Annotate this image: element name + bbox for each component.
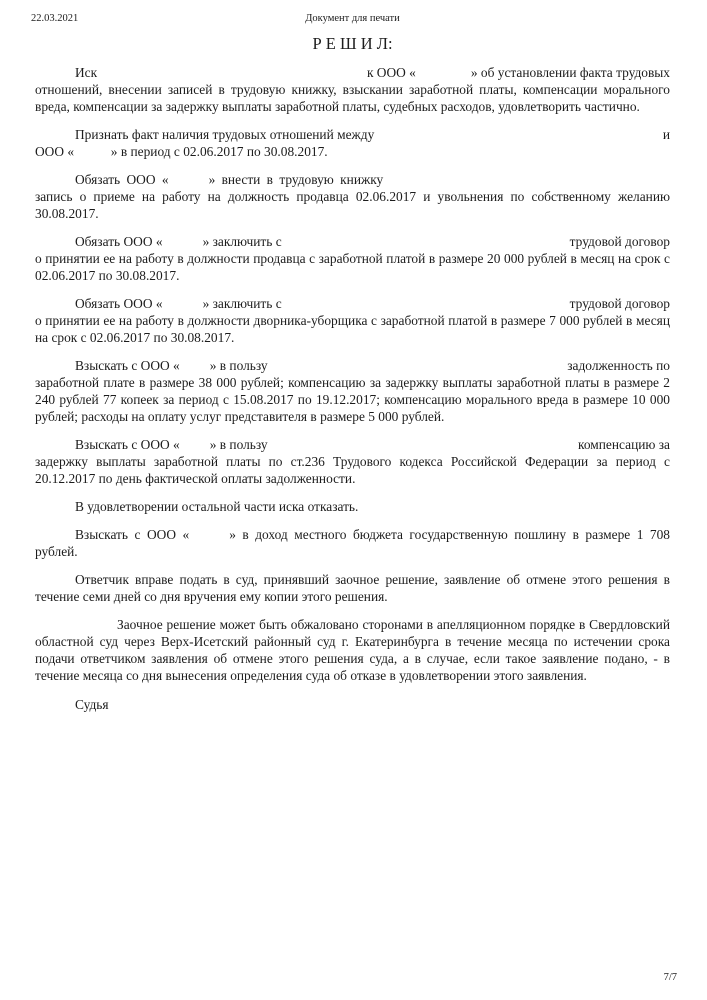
recover-continuation: задержку выплаты заработной платы по ст.236 Трудового кодекса Российской Федерации за период с 20.12.2017 по день фактической оплаты задолженности. — [35, 454, 670, 486]
in-favor-of: » в пользу — [209, 358, 268, 373]
paragraph-contract-seller — [35, 233, 670, 284]
contract-line — [35, 295, 670, 312]
paragraph-deny-rest: В удовлетворении остальной части иска отказать. — [75, 499, 359, 514]
claim-continuation: отношений, внесении записей в трудовую книжку, взыскании заработной платы, компенсации морального вреда, компенсации за задержку выплаты заработной платы, судебных расходов, удовлетворить частично. — [35, 82, 670, 114]
print-header — [31, 12, 670, 26]
paragraph-recognize-relations — [35, 126, 670, 160]
document-body — [35, 64, 670, 713]
paragraph-workbook-entry — [35, 171, 670, 222]
period-text: » в период с 02.06.2017 по 30.08.2017. — [110, 144, 328, 159]
recognize-period-line — [35, 143, 670, 160]
recognize-text: Признать факт наличия трудовых отношений между — [75, 127, 375, 142]
paragraph-recover-debt — [35, 357, 670, 425]
company-open: ООО « — [35, 144, 75, 159]
recover-company-open: Взыскать с ООО « — [75, 437, 180, 452]
duty-company-open: Взыскать с ООО « — [75, 527, 190, 542]
in-favor-of: » в пользу — [209, 437, 268, 452]
workbook-action: » внести в трудовую книжку — [208, 172, 384, 187]
contract-continuation: о принятии ее на работу в должности дворника-уборщика с заработной платой в размере 7 000 рублей в месяц на срок с 02.06.2017 по 30.08.2017. — [35, 313, 670, 345]
claim-line — [35, 64, 670, 81]
print-doc-title: Документ для печати — [305, 13, 400, 24]
contract-continuation: о принятии ее на работу в должности продавца с заработной платой в размере 20 000 рублей в месяц на срок с 02.06.2017 по 30.08.2017. — [35, 251, 670, 283]
contract-label: трудовой договор — [569, 234, 670, 249]
contract-line — [35, 233, 670, 250]
duty-text: » в доход местного бюджета государственную пошлину в размере 1 708 рублей. — [35, 527, 671, 559]
claim-defendant-open: к ООО « — [366, 65, 416, 80]
judge-signature-line: Судья — [75, 697, 109, 712]
recognize-conjunction: и — [662, 127, 670, 142]
workbook-line — [35, 171, 670, 188]
paragraph-recover-compensation — [35, 436, 670, 487]
conclude-with: » заключить с — [202, 234, 282, 249]
resolution-heading: Р Е Ш И Л: — [312, 34, 393, 53]
paragraph-claim-summary — [35, 64, 670, 115]
oblige-company-open: Обязать ООО « — [75, 172, 169, 187]
print-date: 22.03.2021 — [31, 13, 79, 24]
recover-line — [35, 436, 670, 453]
contract-label: трудовой договор — [569, 296, 670, 311]
recover-line — [35, 357, 670, 374]
recover-subject: компенсацию за — [578, 437, 670, 452]
page-number: 7/7 — [663, 972, 677, 983]
oblige-company-open: Обязать ООО « — [75, 234, 163, 249]
workbook-continuation: запись о приеме на работу на должность продавца 02.06.2017 и увольнения по собственному желанию 30.08.2017. — [35, 189, 670, 221]
conclude-with: » заключить с — [202, 296, 282, 311]
claim-subject: » об установлении факта трудовых — [470, 65, 670, 80]
paragraph-appeal-procedure: Заочное решение может быть обжаловано сторонами в апелляционном порядке в Свердловский областной суд через Верх-Исетский районный суд г. Екатеринбурга в течение месяца по истечении срока подачи ответчиком заявления об отмене этого решения суда, а в случае, если такое заявление подано, - в течение месяца со дня вынесения определения суда об отказе в удовлетворении этого заявления. — [35, 617, 670, 683]
paragraph-state-duty — [35, 526, 670, 560]
oblige-company-open: Обязать ООО « — [75, 296, 163, 311]
recover-subject: задолженность по — [567, 358, 670, 373]
recover-continuation: заработной плате в размере 38 000 рублей; компенсацию за задержку выплаты заработной платы в размере 2 240 рублей 77 копеек за период с 15.08.2017 по 19.12.2017; компенсацию морального вреда в размере 10 000 рублей; расходы на оплату услуг представителя в размере 5 000 рублей. — [35, 375, 670, 424]
paragraph-defendant-right: Ответчик вправе подать в суд, принявший заочное решение, заявление об отмене этого решения в течение семи дней со дня вручения ему копии этого решения. — [35, 572, 670, 604]
claim-lead: Иск — [75, 65, 98, 80]
recover-company-open: Взыскать с ООО « — [75, 358, 180, 373]
paragraph-contract-janitor — [35, 295, 670, 346]
recognize-line — [35, 126, 670, 143]
